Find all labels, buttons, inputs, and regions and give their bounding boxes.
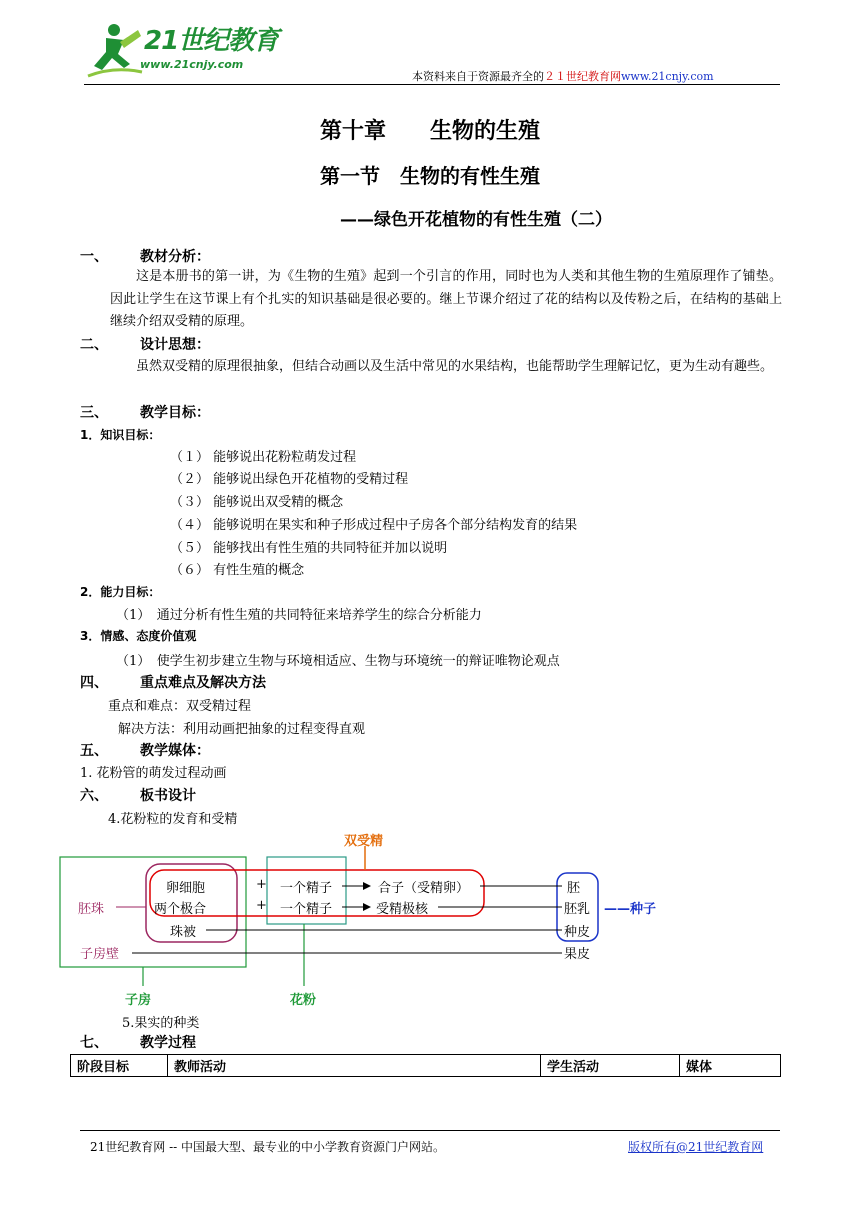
board-item-5: 5.果实的种类 — [122, 1016, 200, 1031]
seed-coat: 种皮 — [564, 925, 591, 940]
heading-7-num: 七、 — [80, 1035, 108, 1051]
table-header-row — [71, 1055, 781, 1077]
teaching-process-table — [70, 1054, 781, 1077]
table-header-cell: 教师活动 — [168, 1055, 541, 1077]
logo-url: www.21cnjy.com — [140, 58, 244, 71]
heading-4-title: 重点难点及解决方法 — [140, 675, 266, 691]
table-header-cell: 学生活动 — [541, 1055, 680, 1077]
fertilized-polar: 受精极核 — [376, 902, 429, 917]
key-difficulty: 重点和难点：双受精过程 — [108, 699, 252, 714]
media-item: 1. 花粉管的萌发过程动画 — [80, 766, 227, 781]
polar-nuclei: 两个极合 — [154, 902, 207, 917]
table-header-cell: 媒体 — [680, 1055, 781, 1077]
knowledge-item: （６） 有性生殖的概念 — [170, 563, 305, 578]
header-note-url[interactable]: www.21cnjy.com — [621, 70, 714, 83]
header-note-brand[interactable]: ２１世纪教育网 — [544, 70, 621, 83]
runner-logo-icon — [84, 20, 144, 82]
egg-cell: 卵细胞 — [166, 881, 206, 896]
knowledge-item: （１） 能够说出花粉粒萌发过程 — [170, 450, 357, 465]
knowledge-item: （２） 能够说出绿色开花植物的受精过程 — [170, 472, 409, 487]
goal-ability-heading: 2．能力目标： — [80, 585, 161, 599]
ovule-label: 胚珠 — [78, 902, 105, 917]
header-note-prefix: 本资料来自于资源最齐全的 — [412, 70, 544, 83]
goal-knowledge-heading: 1．知识目标： — [80, 428, 161, 442]
ovary-wall-label: 子房壁 — [80, 947, 120, 962]
chapter-title: 第十章 生物的生殖 — [319, 119, 540, 144]
heading-1-title: 教材分析： — [140, 249, 210, 265]
paragraph-1: 这是本册书的第一讲，为《生物的生殖》起到一个引言的作用，同时也为人类和其他生物的生殖原理作了铺垫。因此让学生在这节课上有个扎实的知识基础是很必要的。继上节课介绍过了花的结构以及传粉之后，在结构的基础上继续介绍双受精的原理。 — [110, 269, 782, 329]
footer-divider — [80, 1130, 780, 1131]
goal-attitude-heading: 3．情感、态度价值观 — [80, 629, 197, 643]
paragraph-2: 虽然双受精的原理很抽象，但结合动画以及生活中常见的水果结构，也能帮助学生理解记忆，更为生动有趣些。 — [136, 359, 774, 374]
heading-4 — [80, 672, 266, 692]
double-fert-label: 双受精 — [344, 834, 384, 849]
attitude-item: （1） 使学生初步建立生物与环境相适应、生物与环境统一的辩证唯物论观点 — [116, 654, 560, 669]
solution-method: 解决方法：利用动画把抽象的过程变得直观 — [118, 722, 366, 737]
section-title: 第一节 生物的有性生殖 — [320, 164, 540, 188]
heading-2-title: 设计思想： — [140, 337, 210, 353]
subtitle: ——绿色开花植物的有性生殖（二） — [340, 210, 612, 230]
fertilization-diagram — [0, 828, 860, 1018]
plus-sign: + — [256, 877, 267, 892]
heading-7 — [80, 1032, 196, 1052]
heading-1-num: 一、 — [80, 249, 108, 265]
pollen-label: 花粉 — [290, 993, 317, 1008]
endosperm: 胚乳 — [564, 902, 591, 917]
heading-7-title: 教学过程 — [140, 1035, 196, 1051]
seed-label: ——种子 — [604, 902, 657, 917]
heading-5-title: 教学媒体： — [140, 743, 210, 759]
heading-2 — [80, 334, 210, 354]
logo-brand: 21世纪教育 — [144, 26, 279, 56]
table-header-cell: 阶段目标 — [71, 1055, 168, 1077]
embryo: 胚 — [567, 881, 581, 896]
heading-2-num: 二、 — [80, 337, 108, 353]
sperm-2: 一个精子 — [280, 902, 333, 917]
board-item-4: 4.花粉粒的发育和受精 — [108, 812, 238, 827]
zygote: 合子（受精卵） — [378, 881, 470, 896]
heading-3 — [80, 402, 210, 422]
heading-5-num: 五、 — [80, 743, 108, 759]
heading-6 — [80, 785, 196, 805]
heading-4-num: 四、 — [80, 675, 108, 691]
plus-sign: + — [256, 898, 267, 913]
knowledge-item: （４） 能够说明在果实和种子形成过程中子房各个部分结构发育的结果 — [170, 518, 578, 533]
knowledge-item: （５） 能够找出有性生殖的共同特征并加以说明 — [170, 541, 448, 556]
knowledge-item: （３） 能够说出双受精的概念 — [170, 495, 344, 510]
header-divider — [84, 84, 780, 85]
integument: 珠被 — [170, 925, 197, 940]
header-note — [412, 68, 714, 84]
heading-6-title: 板书设计 — [140, 788, 196, 804]
heading-5 — [80, 740, 210, 760]
heading-6-num: 六、 — [80, 788, 108, 804]
pericarp: 果皮 — [564, 947, 591, 962]
sperm-1: 一个精子 — [280, 881, 333, 896]
heading-3-num: 三、 — [80, 405, 108, 421]
heading-1 — [80, 246, 210, 266]
ovary-label: 子房 — [125, 993, 152, 1008]
heading-3-title: 教学目标： — [140, 405, 210, 421]
copyright-link[interactable]: 版权所有@21世纪教育网 — [628, 1140, 764, 1154]
ability-item: （1） 通过分析有性生殖的共同特征来培养学生的综合分析能力 — [116, 608, 482, 623]
footer-text: 21世纪教育网 -- 中国最大型、最专业的中小学教育资源门户网站。 — [90, 1140, 446, 1154]
